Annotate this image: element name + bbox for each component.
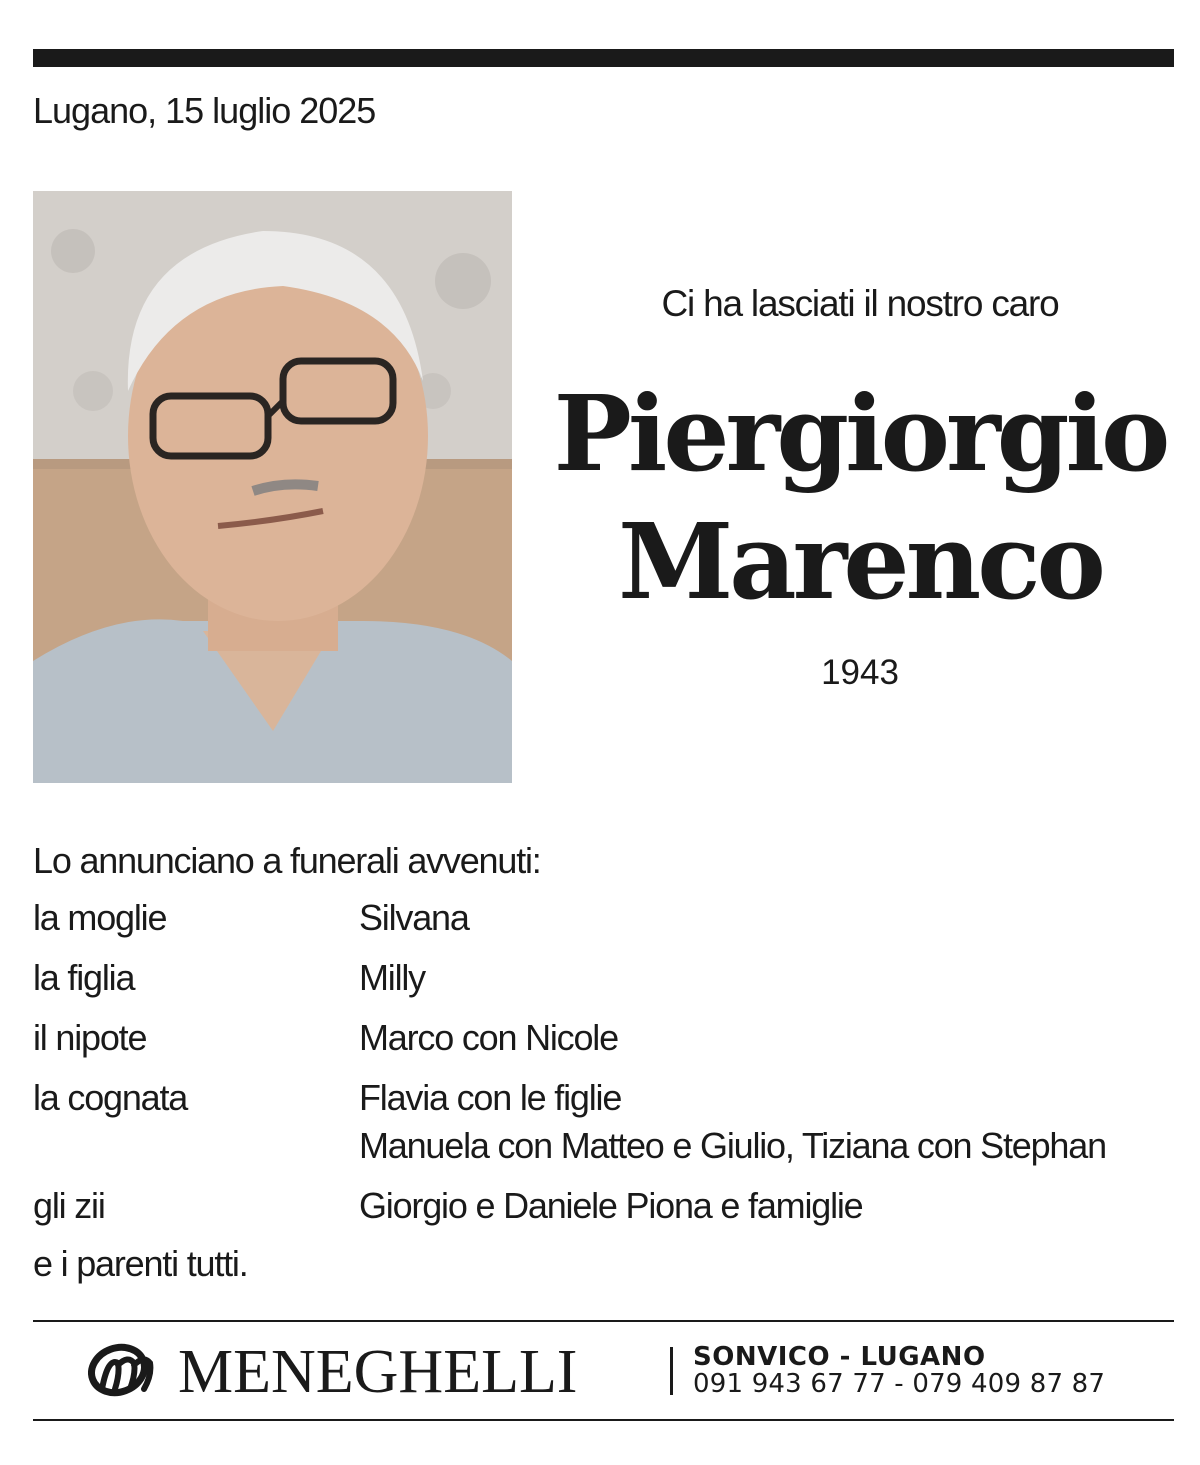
- relative-names: Milly: [359, 957, 425, 998]
- announcement-heading: Lo annunciano a funerali avvenuti:: [33, 840, 541, 881]
- footer-bottom-rule: [33, 1419, 1174, 1421]
- funeral-home-location: SONVICO - LUGANO: [693, 1342, 986, 1372]
- footer-divider: [670, 1347, 673, 1395]
- place-date: Lugano, 15 luglio 2025: [33, 90, 376, 131]
- relative-names: Marco con Nicole: [359, 1017, 618, 1058]
- relative-names: Giorgio e Daniele Piona e famiglie: [359, 1185, 863, 1226]
- relative-role: la figlia: [33, 957, 135, 998]
- relative-names: Silvana: [359, 897, 469, 938]
- portrait-photo: [33, 191, 512, 783]
- relative-role: la moglie: [33, 897, 167, 938]
- relative-names: Manuela con Matteo e Giulio, Tiziana con Stephan: [359, 1125, 1106, 1166]
- top-rule: [33, 49, 1174, 67]
- deceased-last-name: Marenco: [618, 500, 1102, 623]
- deceased-first-name: Piergiorgio: [553, 372, 1167, 495]
- m-monogram-icon: [88, 1343, 160, 1402]
- funeral-home-brand: MENEGHELLI: [178, 1338, 578, 1406]
- relative-role: gli zii: [33, 1185, 105, 1226]
- footer-top-rule: [33, 1320, 1174, 1322]
- closing-text: e i parenti tutti.: [33, 1243, 248, 1284]
- intro-text: Ci ha lasciati il nostro caro: [661, 283, 1059, 324]
- relative-role: il nipote: [33, 1017, 147, 1058]
- birth-year: 1943: [821, 653, 899, 692]
- relative-names: Flavia con le figlie: [359, 1077, 622, 1118]
- relative-role: la cognata: [33, 1077, 188, 1118]
- funeral-home-phones: 091 943 67 77 - 079 409 87 87: [693, 1369, 1106, 1399]
